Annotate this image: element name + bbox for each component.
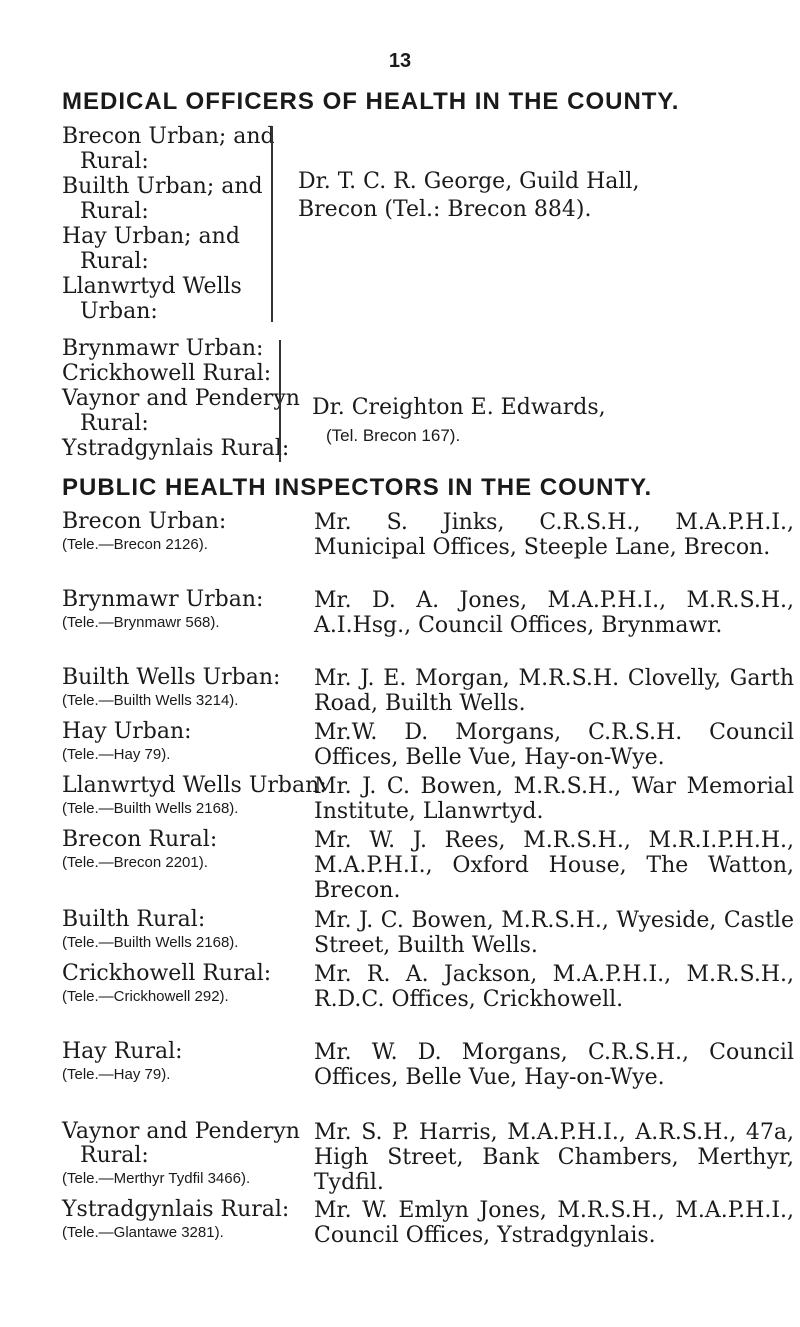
officer-name: Dr. Creighton E. Edwards, [312,395,606,420]
area-tel: (Tele.—Builth Wells 3214). [62,692,239,709]
area-tel: (Tele.—Brecon 2126). [62,536,208,553]
area-line: Builth Urban; and [62,174,263,199]
area-line: Brecon Urban; and [62,124,275,149]
area-name: Brecon Urban: [62,509,227,534]
area-line: Rural: [80,199,149,224]
inspector-details: Mr. W. D. Morgans, C.R.S.H., Council Offices, Belle Vue, Hay-on-Wye. [314,1040,794,1090]
area-tel: (Tele.—Builth Wells 2168). [62,800,239,817]
area-tel: (Tele.—Merthyr Tydfil 3466). [62,1170,251,1187]
medical-officer-1 [298,168,639,224]
area-line: Urban: [80,299,158,324]
inspector-details: Mr. D. A. Jones, M.A.P.H.I., M.R.S.H., A.I.Hsg., Council Offices, Brynmawr. [314,588,794,638]
area-name: Hay Urban: [62,719,192,744]
area-line: Brynmawr Urban: [62,336,264,361]
area-name: Builth Rural: [62,907,206,932]
medical-group-1-areas [62,124,275,324]
section-heading-inspectors: PUBLIC HEALTH INSPECTORS IN THE COUNTY. [62,474,653,501]
area-line: Rural: [80,249,149,274]
area-tel: (Tele.—Crickhowell 292). [62,988,229,1005]
area-line: Llanwrtyd Wells [62,274,242,299]
area-tel: (Tele.—Brynmawr 568). [62,614,220,631]
inspector-details: Mr.W. D. Morgans, C.R.S.H. Council Offices, Belle Vue, Hay-on-Wye. [314,720,794,770]
area-name-cont: Rural: [80,1143,149,1168]
area-name: Llanwrtyd Wells Urban: [62,773,327,798]
area-name: Brecon Rural: [62,827,218,852]
area-line: Vaynor and Penderyn [62,386,300,411]
inspector-details: Mr. J. C. Bowen, M.R.S.H., Wyeside, Castle Street, Builth Wells. [314,908,794,958]
area-tel: (Tele.—Hay 79). [62,1066,171,1083]
area-line: Hay Urban; and [62,224,240,249]
inspector-details: Mr. W. Emlyn Jones, M.R.S.H., M.A.P.H.I., Council Offices, Ystradgynlais. [314,1198,794,1248]
brace [273,340,281,462]
area-line: Rural: [80,411,149,436]
inspector-details: Mr. W. J. Rees, M.R.S.H., M.R.I.P.H.H., M.A.P.H.I., Oxford House, The Watton, Brecon. [314,828,794,903]
inspector-details: Mr. R. A. Jackson, M.A.P.H.I., M.R.S.H., R.D.C. Offices, Crickhowell. [314,962,794,1012]
area-tel: (Tele.—Hay 79). [62,746,171,763]
medical-group-2-areas [62,336,300,461]
officer-tel: (Tel. Brecon 167). [326,426,461,445]
inspector-details: Mr. J. E. Morgan, M.R.S.H. Clovelly, Garth Road, Builth Wells. [314,666,794,716]
page-number: 13 [388,50,412,72]
inspector-details: Mr. S. P. Harris, M.A.P.H.I., A.R.S.H., 47a, High Street, Bank Chambers, Merthyr, Tydfil. [314,1120,794,1195]
area-tel: (Tele.—Brecon 2201). [62,854,208,871]
brace [265,126,273,322]
area-name: Crickhowell Rural: [62,961,272,986]
area-name: Builth Wells Urban: [62,665,281,690]
area-line: Crickhowell Rural: [62,361,272,386]
inspector-details: Mr. S. Jinks, C.R.S.H., M.A.P.H.I., Municipal Offices, Steeple Lane, Brecon. [314,510,794,560]
inspector-details: Mr. J. C. Bowen, M.R.S.H., War Memorial Institute, Llanwrtyd. [314,774,794,824]
area-line: Rural: [80,149,149,174]
medical-officer-2 [312,394,606,450]
area-tel: (Tele.—Builth Wells 2168). [62,934,239,951]
area-line: Ystradgynlais Rural: [62,436,290,461]
area-name: Vaynor and Penderyn [62,1119,300,1144]
area-name: Brynmawr Urban: [62,587,264,612]
area-name: Ystradgynlais Rural: [62,1197,290,1222]
section-heading-medical-officers: MEDICAL OFFICERS OF HEALTH IN THE COUNTY. [62,88,680,115]
officer-name: Dr. T. C. R. George, Guild Hall, [298,169,640,194]
officer-address: Brecon (Tel.: Brecon 884). [298,197,592,222]
area-tel: (Tele.—Glantawe 3281). [62,1224,224,1241]
area-name: Hay Rural: [62,1039,183,1064]
